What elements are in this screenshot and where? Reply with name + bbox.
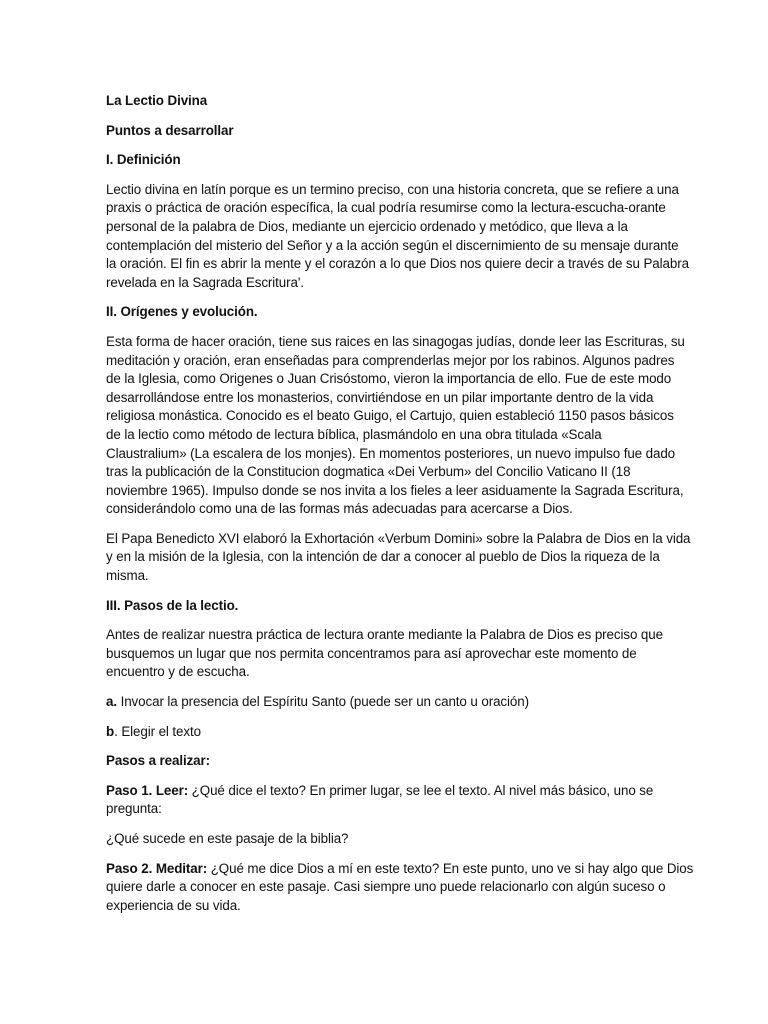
text-line: desarrollándose entre los monasterios, convirtiéndose en un pilar importante dentro de la vida <box>106 389 654 405</box>
list-label-a: a. <box>106 694 117 710</box>
steps-heading: Pasos a realizar: <box>106 753 210 769</box>
step1-paragraph <box>106 782 668 819</box>
step1-label: Paso 1. Leer: <box>106 782 189 798</box>
text-line: pregunta: <box>106 801 162 817</box>
text-line: Claustralium» (La escalera de los monjes). En momentos posteriores, un nuevo impulso fue dado <box>106 445 676 461</box>
outline-heading: Puntos a desarrollar <box>106 122 234 138</box>
text-line: tras la publicación de la Constitucion dogmatica «Dei Verbum» del Concilio Vaticano II (18 <box>106 464 631 480</box>
text-line: misma. <box>106 568 149 584</box>
text-line: religiosa monástica. Conocido es el beato Guigo, el Cartujo, quien estableció 1150 pasos básicos <box>106 408 674 424</box>
list-text-b: . Elegir el texto <box>114 723 201 739</box>
text-line: considerándolo como una de las formas más adecuadas para acercarse a Dios. <box>106 501 573 517</box>
text-line: contemplación del misterio del Señor y a la acción según el discernimiento de su mensaje durante <box>106 237 679 253</box>
text-line: noviembre 1965). Impulso donde se nos invita a los fieles a leer asiduamente la Sagrada Escritura, <box>106 482 684 498</box>
list-item-b <box>106 723 668 742</box>
list-label-b: b <box>106 723 115 739</box>
text-line: de la Iglesia, como Origenes o Juan Crisóstomo, vieron la importancia de ello. Fue de este modo <box>106 371 672 387</box>
text-line: de la lectio como método de lectura bíblica, plasmándolo en una obra titulada «Scala <box>106 426 602 442</box>
text-line: revelada en la Sagrada Escritura'. <box>106 274 304 290</box>
section-heading-definition: I. Definición <box>106 152 181 168</box>
step1-line-1: ¿Qué dice el texto? En primer lugar, se lee el texto. Al nivel más básico, uno se <box>188 782 654 798</box>
text-line: praxis o práctica de oración específica, la cual podría resumirse como la lectura-escucha-orante <box>106 200 666 216</box>
document-title: La Lectio Divina <box>106 93 208 108</box>
step1-question: ¿Qué sucede en este pasaje de la biblia? <box>106 831 349 846</box>
list-text-a: Invocar la presencia del Espíritu Santo (puede ser un canto u oración) <box>116 694 529 710</box>
text-line: El Papa Benedicto XVI elaboró la Exhortación «Verbum Domini» sobre la Palabra de Dios en la vida <box>106 530 691 546</box>
text-line: personal de la palabra de Dios, mediante un ejercicio ordenado y metódico, que lleva a la <box>106 218 628 234</box>
text-line: Lectio divina en latín porque es un termino preciso, con una historia concreta, que se refiere a una <box>106 181 679 197</box>
text-line: y en la misión de la Iglesia, con la intención de dar a conocer al pueblo de Dios la riqueza de la <box>106 549 660 565</box>
origins-paragraph <box>106 333 685 519</box>
section-heading-steps: III. Pasos de la lectio. <box>106 597 239 613</box>
text-line <box>106 782 668 801</box>
section-heading-origins: II. Orígenes y evolución. <box>106 304 258 320</box>
step2-paragraph <box>106 860 694 916</box>
text-line: busquemos un lugar que nos permita concentramos para así aprovechar este momento de <box>106 645 637 661</box>
steps-intro-paragraph <box>106 626 668 682</box>
text-line: Esta forma de hacer oración, tiene sus raices en las sinagogas judías, donde leer las Escrituras, su <box>106 333 685 349</box>
list-item-a <box>106 693 668 712</box>
text-line: la oración. El fin es abrir la mente y el corazón a lo que Dios nos quiere decir a través de su Palabra <box>106 256 689 272</box>
text-line: encuentro y de escucha. <box>106 664 250 680</box>
text-line <box>106 860 694 879</box>
text-line: experiencia de su vida. <box>106 897 241 913</box>
text-line: meditación y oración, eran enseñadas para comprenderlas mejor por los rabinos. Algunos padres <box>106 352 675 368</box>
verbum-domini-paragraph <box>106 530 691 586</box>
definition-paragraph <box>106 181 689 293</box>
text-line: quiere darle a conocer en este pasaje. Casi siempre uno puede relacionarlo con algún suceso o <box>106 879 666 895</box>
step2-label: Paso 2. Meditar: <box>106 860 208 876</box>
step2-line-1: ¿Qué me dice Dios a mí en este texto? En este punto, uno ve si hay algo que Dios <box>207 860 694 876</box>
text-line: Antes de realizar nuestra práctica de lectura orante mediante la Palabra de Dios es preciso que <box>106 627 663 643</box>
